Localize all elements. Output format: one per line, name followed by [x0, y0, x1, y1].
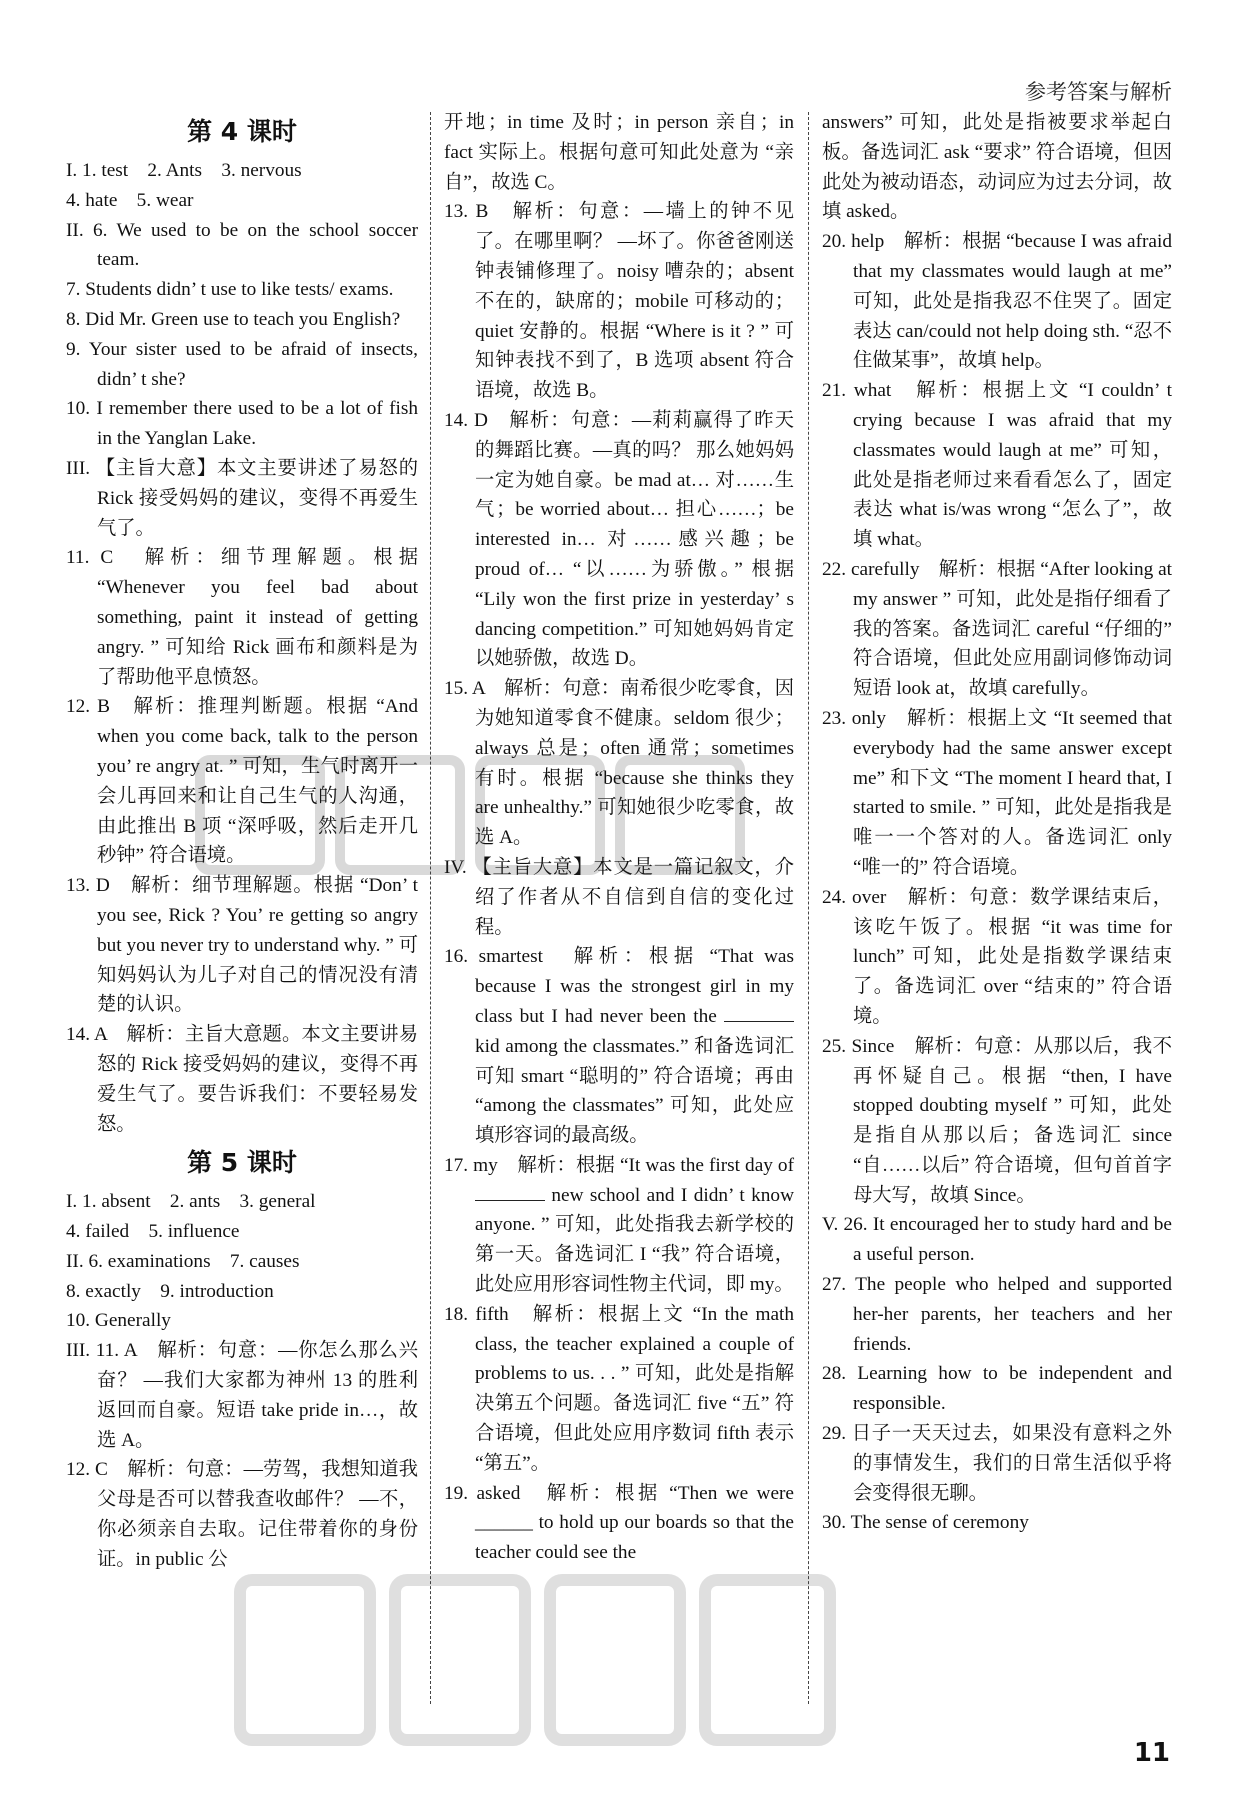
watermark-graphic — [230, 1560, 840, 1760]
answer-entry: 8. exactly 9. introduction — [66, 1280, 274, 1302]
answer-column-3 — [822, 108, 1172, 1538]
answer-entry: I. 1. absent 2. ants 3. general — [66, 1191, 316, 1213]
answer-entry: 18. fifth 解析：根据上文 “In the math class, the teacher explained a couple of problems to us. . . ” 可知，此处是指解决第五个问题。备选词汇 five “五” 符合语境，但此处应用序数词 fifth 表示 “第五”。 — [444, 1303, 794, 1474]
answer-entry — [444, 1151, 794, 1300]
answer-entry: 29. 日子一天天过去，如果没有意料之外的事情发生，我们的日常生活似乎将会变得很无聊。 — [822, 1423, 1172, 1504]
section-heading: 第 5 课时 — [187, 1148, 297, 1178]
answer-text: kid among the classmates.” 和备选词汇可知 smart “聪明的” 符合语境；再由 “among the classmates” 可知，此处应填形容词的最高级。 — [475, 1035, 794, 1147]
answer-entry: 10. Generally — [66, 1310, 171, 1332]
answer-entry: I. 1. test 2. Ants 3. nervous — [66, 160, 302, 181]
section-heading: 第 4 课时 — [187, 117, 297, 146]
answer-entry: 8. Did Mr. Green use to teach you English? — [66, 308, 401, 330]
fill-blank — [724, 1003, 794, 1022]
answer-entry: 15. A 解析：句意：南希很少吃零食，因为她知道零食不健康。seldom 很少；always 总是；often 通常；sometimes 有时。根据 “because she thinks they are unhealthy.” 可知她很少吃零食，故选 A。 — [444, 678, 794, 849]
answer-entry: 19. asked 解析：根据 “Then we were ______ to hold up our boards so that the teacher could see the — [444, 1482, 794, 1564]
answer-entry: 4. hate 5. wear — [66, 189, 194, 211]
answer-entry: answers” 可知，此处是指被要求举起白板。备选词汇 ask “要求” 符合语境，但因此处为被动语态，动词应为过去分词，故填 asked。 — [822, 112, 1172, 223]
answer-entry: 27. The people who helped and supported her-her parents, her teachers and her friends. — [822, 1274, 1172, 1355]
column-divider — [430, 112, 431, 1704]
answer-entry: 20. help 解析：根据 “because I was afraid that my classmates would laugh at me” 可知，此处是指我忍不住哭了。固定表达 can/could not help doing sth. “忍不住做某事”，故填 help。 — [822, 231, 1172, 372]
answer-entry: 24. over 解析：句意：数学课结束后，该吃午饭了。根据 “it was time for lunch” 可知，此处是指数学课结束了。备选词汇 over “结束的” 符合语境。 — [822, 886, 1172, 1027]
answer-entry: 14. D 解析：句意：—莉莉赢得了昨天的舞蹈比赛。—真的吗？ 那么她妈妈一定为她自豪。be mad at… 对……生气；be worried about… 担心……；be interested in… 对……感兴趣；be proud of… “以……为骄傲。” 根据 “Lily won the first prize in yesterday’ s dancing competition.” 可知她妈妈肯定以她骄傲，故选 D。 — [444, 409, 794, 670]
answer-entry: II. 6. We used to be on the school soccer team. — [66, 219, 418, 271]
answer-entry: 13. D 解析：细节理解题。根据 “Don’ t you see, Rick ? You’ re getting so angry but you never try to understand why. ” 可知妈妈认为儿子对自己的情况没有清楚的认识。 — [66, 875, 418, 1016]
answer-entry: 13. B 解析：句意：—墙上的钟不见了。在哪里啊？ —坏了。你爸爸刚送钟表铺修理了。noisy 嘈杂的；absent 不在的，缺席的；mobile 可移动的；quiet 安静的。根据 “Where is it ? ” 可知钟表找不到了，B 选项 absent 符合语境，故选 B。 — [444, 201, 794, 402]
answer-entry: 14. A 解析：主旨大意题。本文主要讲易怒的 Rick 接受妈妈的建议，变得不再爱生气了。要告诉我们：不要轻易发怒。 — [66, 1024, 418, 1135]
answer-text: new school and I didn’ t know anyone. ” 可知，此处指我去新学校的第一天。备选词汇 I “我” 符合语境，此处应用形容词性物主代词，即 my。 — [475, 1184, 794, 1296]
answer-entry: 4. failed 5. influence — [66, 1221, 240, 1243]
page-number: 11 — [1133, 1738, 1170, 1768]
answer-entry: 22. carefully 解析：根据 “After looking at my answer ” 可知，此处是指仔细看了我的答案。备选词汇 careful “仔细的” 符合语境，但此处应用副词修饰动词短语 look at，故填 carefully。 — [822, 558, 1172, 700]
answer-entry: 12. C 解析：句意：—劳驾，我想知道我父母是否可以替我查收邮件？ —不，你必须亲自去取。记住带着你的身份证。in public 公 — [66, 1459, 418, 1570]
fill-blank — [475, 1182, 545, 1201]
answer-entry: 25. Since 解析：句意：从那以后，我不再怀疑自己。根据 “then, I have stopped doubting myself ” 可知，此处是指自从那以后；备选词汇 since “自……以后” 符合语境，但句首首字母大写，故填 Since。 — [822, 1035, 1172, 1206]
answer-entry: III. 11. A 解析：句意：—你怎么那么兴奋？ —我们大家都为神州 13 的胜利返回而自豪。短语 take pride in…，故选 A。 — [66, 1340, 418, 1451]
answer-entry — [444, 942, 794, 1151]
answer-entry: III. 【主旨大意】本文主要讲述了易怒的 Rick 接受妈妈的建议，变得不再爱生气了。 — [66, 457, 418, 539]
page-header-title: 参考答案与解析 — [1025, 80, 1172, 104]
answer-entry: 28. Learning how to be independent and responsible. — [822, 1363, 1172, 1415]
answer-entry: IV. 【主旨大意】本文是一篇记叙文，介绍了作者从不自信到自信的变化过程。 — [444, 856, 794, 938]
answer-entry: 21. what 解析：根据上文 “I couldn’ t crying because I was afraid that my classmates would laugh at me” 可知，此处是指老师过来看看怎么了，固定表达 what is/was wrong “怎么了”，故填 what。 — [822, 380, 1172, 551]
answer-entry: II. 6. examinations 7. causes — [66, 1250, 300, 1272]
answer-entry: 30. The sense of ceremony — [822, 1512, 1029, 1534]
watermark-graphic — [190, 740, 750, 890]
answer-entry: V. 26. It encouraged her to study hard and be a useful person. — [822, 1214, 1172, 1266]
answer-entry: 12. B 解析：推理判断题。根据 “And when you come back, talk to the person you’ re angry at. ” 可知，生气时离开一会儿再回来和让自己生气的人沟通，由此推出 B 项 “深呼吸，然后走开几秒钟” 符合语境。 — [66, 696, 418, 867]
column-divider — [808, 112, 809, 1704]
answer-entry: 7. Students didn’ t use to like tests/ exams. — [66, 279, 394, 301]
answer-entry: 开地；in time 及时；in person 亲自；in fact 实际上。根据句意可知此处意为 “亲自”，故选 C。 — [444, 112, 794, 193]
answer-text: 17. my 解析：根据 “It was the first day of — [444, 1154, 794, 1176]
answer-entry: 23. only 解析：根据上文 “It seemed that everybody had the same answer except me” 和下文 “The moment I heard that, I started to smile. ” 可知，此处是指我是唯一一个答对的人。备选词汇 only “唯一的” 符合语境。 — [822, 707, 1172, 878]
answer-entry: 11. C 解析：细节理解题。根据 “Whenever you feel bad about something, paint it instead of getting angry. ” 可知给 Rick 画布和颜料是为了帮助他平息愤怒。 — [66, 547, 418, 688]
answer-entry: 9. Your sister used to be afraid of insects, didn’ t she? — [66, 338, 418, 390]
answer-entry: 10. I remember there used to be a lot of fish in the Yanglan Lake. — [66, 398, 418, 450]
answer-text: 16. smartest 解析：根据 “That was because I was the strongest girl in my class but I had never been the — [444, 946, 794, 1027]
